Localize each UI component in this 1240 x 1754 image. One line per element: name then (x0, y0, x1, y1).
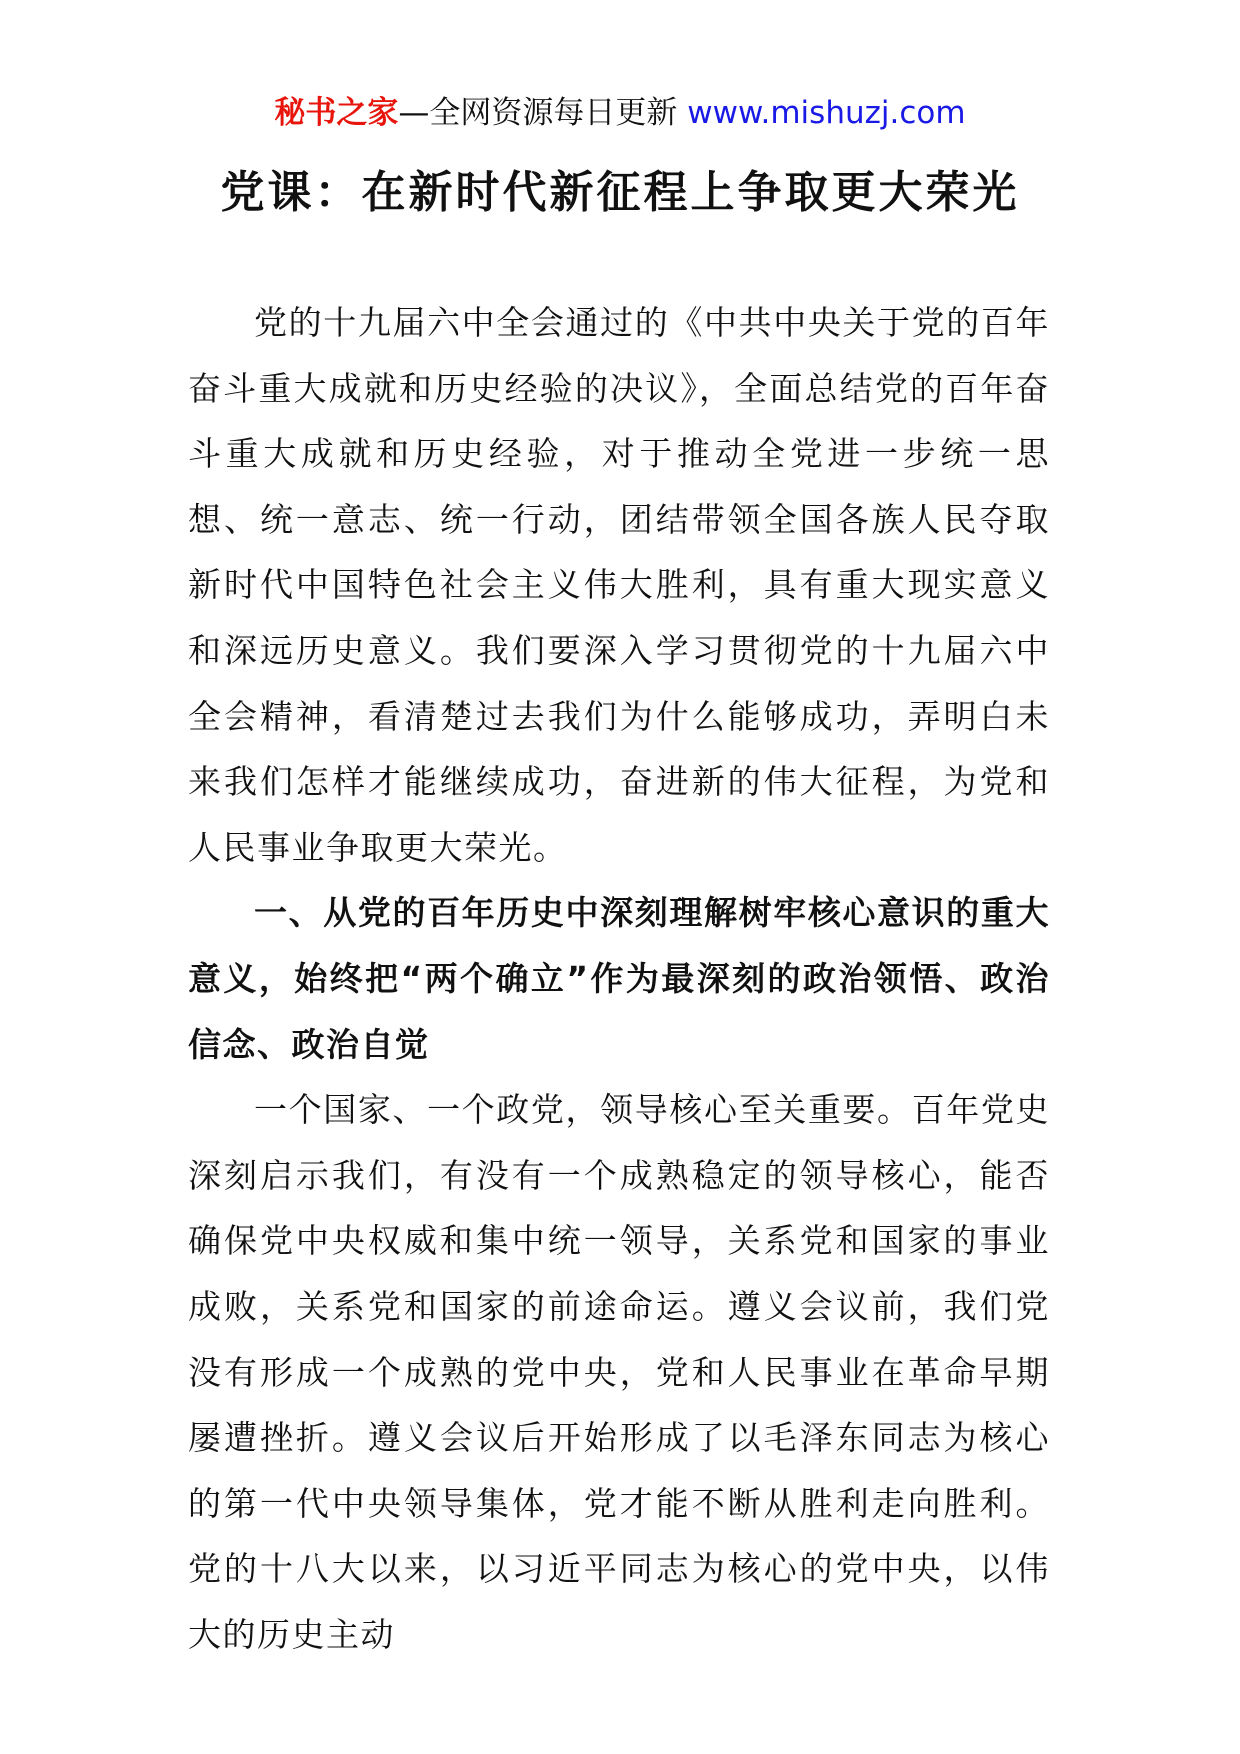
section-heading-1: 一、从党的百年历史中深刻理解树牢核心意识的重大意义，始终把“两个确立”作为最深刻的政治领悟、政治信念、政治自觉 (188, 893, 1050, 1064)
paragraph-intro: 党的十九届六中全会通过的《中共中央关于党的百年奋斗重大成就和历史经验的决议》，全面总结党的百年奋斗重大成就和历史经验，对于推动全党进一步统一思想、统一意志、统一行动，团结带领全国各族人民夺取新时代中国特色社会主义伟大胜利，具有重大现实意义和深远历史意义。我们要深入学习贯彻党的十九届六中全会精神，看清楚过去我们为什么能够成功，弄明白未来我们怎样才能继续成功，奋进新的伟大征程，为党和人民事业争取更大荣光。 (188, 303, 1050, 867)
paragraph-body: 一个国家、一个政党，领导核心至关重要。百年党史深刻启示我们，有没有一个成熟稳定的领导核心，能否确保党中央权威和集中统一领导，关系党和国家的事业成败，关系党和国家的前途命运。遵义会议前，我们党没有形成一个成熟的党中央，党和人民事业在革命早期屡遭挫折。遵义会议后开始形成了以毛泽东同志为核心的第一代中央领导集体，党才能不断从胜利走向胜利。党的十八大以来，以习近平同志为核心的党中央，以伟大的历史主动 (188, 1090, 1050, 1654)
site-url-link[interactable]: www.mishuzj.com (687, 95, 966, 131)
site-brand: 秘书之家 (274, 95, 399, 131)
document-title: 党课：在新时代新征程上争取更大荣光 (220, 167, 1020, 218)
site-banner (0, 93, 1240, 133)
document-body (188, 290, 1050, 1667)
site-tagline: —全网资源每日更新 (398, 95, 688, 131)
